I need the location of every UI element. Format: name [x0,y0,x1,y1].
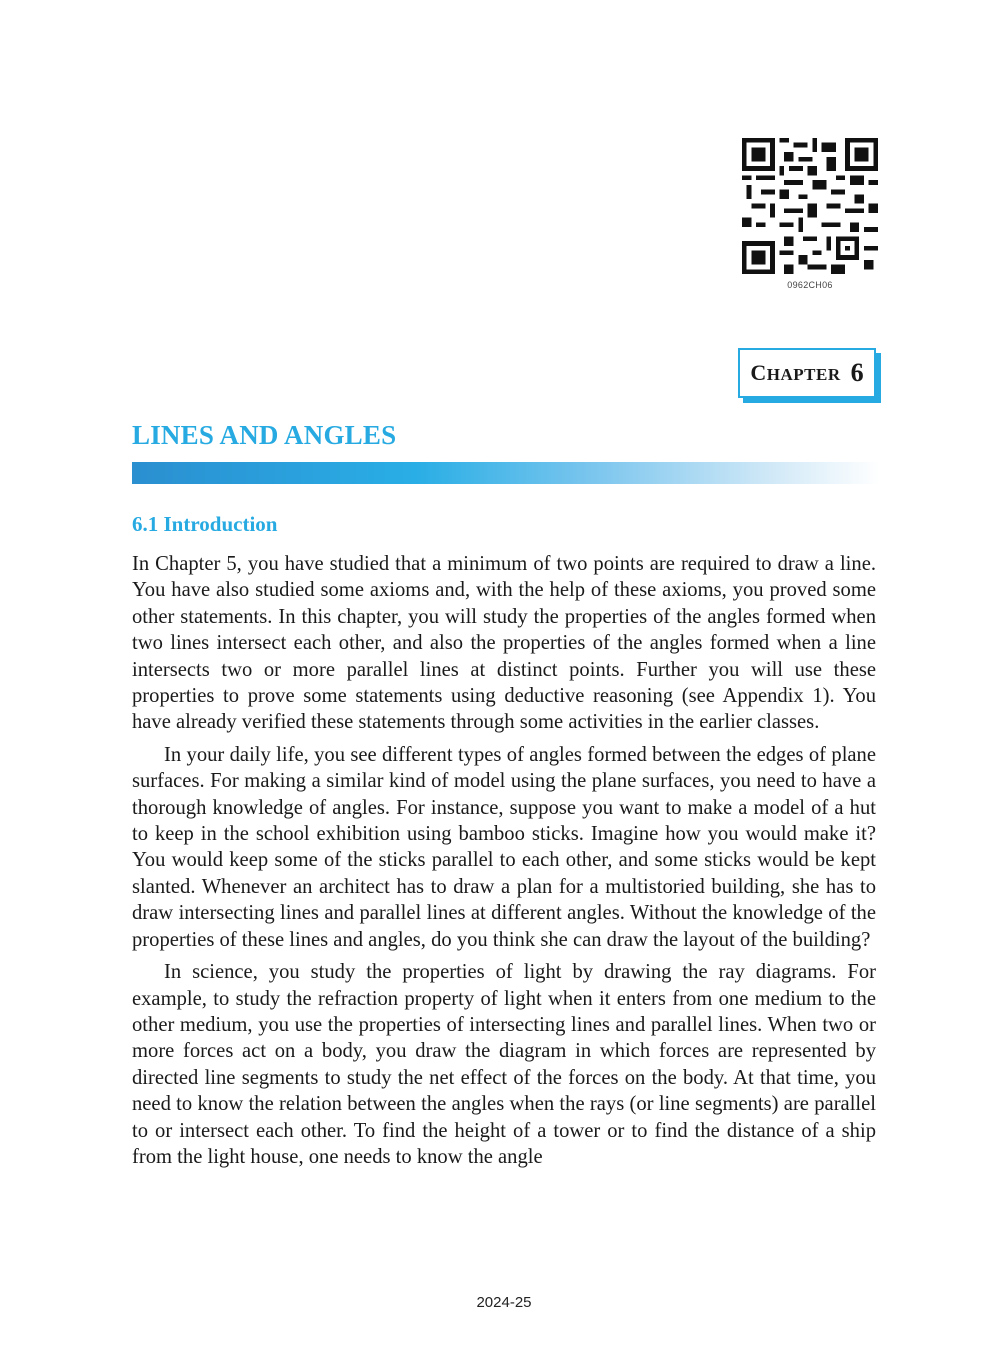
body-text [132,551,876,1176]
page-footer-year: 2024-25 [476,1294,532,1311]
paragraph-1: In Chapter 5, you have studied that a minimum of two points are required to draw a line. You have also studied some axioms and, with the help of these axioms, you proved some other statements. In this chapter, you will study the properties of the angles formed when two lines intersect each other, and also the properties of the angles formed when a line intersects two or more parallel lines at distinct points. Further you will use these properties to prove some statements using deductive reasoning (see Appendix 1). You have already verified these statements through some activities in the earlier classes. [132,553,876,734]
qr-code-label: 0962CH06 [787,280,833,290]
chapter-number: 6 [850,358,864,387]
paragraph-3: In science, you study the properties of light by drawing the ray diagrams. For example, to study the refraction property of light when it enters from one medium to the other medium, you use the properties of intersecting lines and parallel lines. When two or more forces act on a body, you draw the diagram in which forces are represented by directed line segments to study the net effect of the forces on the body. At that time, you need to know the relation between the angles when the rays (or line segments) are parallel to or intersect each other. To find the height of a tower or to find the distance of a ship from the light house, one needs to know the angle [132,961,876,1168]
chapter-badge [738,348,876,398]
paragraph-2: In your daily life, you see different types of angles formed between the edges of plane surfaces. For making a similar kind of model using the plane surfaces, you need to have a thorough knowledge of angles. For instance, suppose you want to make a model of a hut to keep in the school exhibition using bamboo sticks. Imagine how you would make it? You would keep some of the sticks parallel to each other, and some sticks would be kept slanted. Whenever an architect has to draw a plan for a multistoried building, she has to draw intersecting lines and parallel lines at different angles. Without the knowledge of the properties of these lines and angles, do you think she can draw the layout of the building? [132,743,876,951]
qr-code-block [736,138,884,290]
qr-code-icon [742,138,878,274]
chapter-label: CHAPTER [750,360,841,385]
section-heading: 6.1 Introduction [132,512,278,536]
title-gradient-bar [132,462,880,484]
chapter-title: LINES AND ANGLES [132,420,397,450]
